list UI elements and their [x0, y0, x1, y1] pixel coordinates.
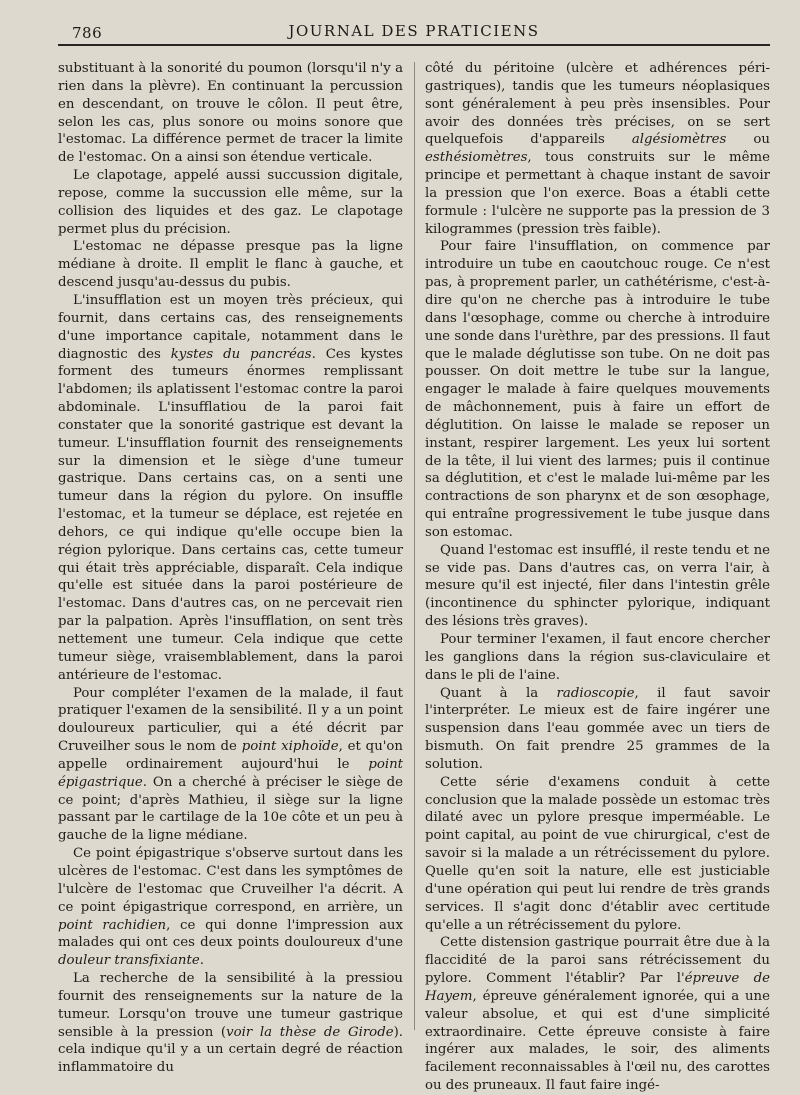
paragraph: Quant à la radioscopie, il faut savoir l'interpréter. Le mieux est de faire ingérer une suspension dans l'eau gommée avec un tiers de bismuth. On fait prendre 25 grammes de la solution.: [425, 685, 771, 772]
paragraph: Pour compléter l'examen de la malade, il faut pratiquer l'examen de la sensibilité. Il y a un point douloureux particulier, qui a été décrit par Cruveilher sous le nom de point xiphoïde, et qu'on appelle ordinairement aujourd'hui le point épigastrique. On a cherché à préciser le siège de ce point; d'après Mathieu, il siège sur la ligne passant par le cartilage de la 10e côte et un peu à gauche de la ligne médiane.: [58, 685, 403, 844]
running-title: JOURNAL DES PRATICIENS: [288, 22, 540, 40]
italic-term: algésiomètres: [631, 132, 727, 148]
left-column: [58, 60, 403, 1095]
italic-term: voir la thèse de Girode: [226, 1024, 394, 1040]
page-number: 786: [72, 24, 103, 42]
italic-term: point xiphoïde: [241, 739, 339, 755]
paragraph: L'insufflation est un moyen très précieux, qui fournit, dans certains cas, des renseignements d'une importance capitale, notamment dans le diagnostic des kystes du pancréas. Ces kystes forment des tumeurs énormes remplissant l'abdomen; ils aplatissent l'estomac contre la paroi abdominale. L'insufflatiou de la paroi fait constater que la sonorité gastrique est devant la tumeur. L'insufflation fournit des renseignements sur la dimension et le siège d'une tumeur gastrique. Dans certains cas, on a senti une tumeur dans la région du pylore. On insuffle l'estomac, et la tumeur se déplace, est rejetée en dehors, ce qui indique qu'elle occupe bien la région pylorique. Dans certains cas, cette tumeur qui était très appréciable, disparaît. Cela indique qu'elle est située dans la paroi postérieure de l'estomac. Dans d'autres cas, on ne percevait rien par la palpation. Après l'insufflation, on sent très nettement une tumeur. Cela indique que cette tumeur siège, vraisemblablement, dans la paroi antérieure de l'estomac.: [58, 292, 403, 683]
italic-term: douleur transfixiante: [58, 953, 200, 969]
paragraph: Quand l'estomac est insufflé, il reste tendu et ne se vide pas. Dans d'autres cas, on verra l'air, à mesure qu'il est injecté, filer dans l'intestin grêle (incontinence du sphincter pylorique, indiquant des lésions très graves).: [425, 542, 770, 630]
paragraph: Cette série d'examens conduit à cette conclusion que la malade possède un estomac très dilaté avec un pylore presque imperméable. Le point capital, au point de vue chirurgical, c'est de savoir si la malade a un rétrécissement du pylore. Quelle qu'en soit la nature, elle est justiciable d'une opération qui peut lui rendre de très grands services. Il s'agit donc d'établir avec certitude qu'elle a un rétrécissement du pylore.: [425, 774, 770, 933]
italic-term: point épigastrique: [58, 756, 403, 790]
right-column: [425, 60, 770, 1095]
paragraph: Le clapotage, appelé aussi succussion digitale, repose, comme la succussion elle même, sur la collision des liquides et des gaz. Le clapotage permet plus du précision.: [58, 168, 403, 237]
paragraph: Pour faire l'insufflation, on commence par introduire un tube en caoutchouc rouge. Ce n'est pas, à proprement parler, un cathétérisme, c'est-à-dire qu'on ne cherche pas à introduire le tube dans l'œsophage, comme ou cherche à introduire une sonde dans l'urèthre, par des pressions. Il faut que le malade déglutisse son tube. On ne doit pas pousser. On doit mettre le tube sur la langue, engager le malade à faire quelques mouvements de mâchonnement, puis à faire un effort de déglutition. On laisse le malade se reposer un instant, respirer largement. Les yeux lui sortent de la tête, il lui vient des larmes; puis il continue sa déglutition, et c'est le malade lui-même par les contractions de son pharynx et de son œsophage, qui entraîne progressivement le tube jusque dans son estomac.: [425, 239, 770, 540]
italic-term: radioscopie: [556, 685, 635, 701]
italic-term: esthésiomètres: [425, 150, 528, 166]
article-body: [58, 60, 770, 1095]
paragraph: La recherche de la sensibilité à la pressiou fournit des renseignements sur la nature de la tumeur. Lorsqu'on trouve une tumeur gastrique sensible à la pression (voir la thèse de Girode). cela indique qu'il y a un certain degré de réaction inflammatoire du: [58, 971, 403, 1076]
italic-term: kystes du pancréas: [170, 346, 312, 362]
page-header: [58, 18, 770, 46]
column-divider: [414, 62, 415, 1030]
paragraph: Cette distension gastrique pourrait être due à la flaccidité de la paroi sans rétrécissement du pylore. Comment l'établir? Par l'épreuve de Hayem, épreuve généralement ignorée, qui a une valeur absolue, et qui est d'une simplicité extraordinaire. Cette épreuve consiste à faire ingérer aux malades, le soir, des aliments facilement reconnaissables à l'œil nu, des carottes ou des pruneaux. Il faut faire ingé-: [425, 935, 770, 1094]
paragraph: L'estomac ne dépasse presque pas la ligne médiane à droite. Il emplit le flanc à gauche, et descend jusqu'au-dessus du pubis.: [58, 239, 403, 291]
paragraph: Ce point épigastrique s'observe surtout dans les ulcères de l'estomac. C'est dans les symptômes de l'ulcère de l'estomac que Cruveilher l'a décrit. A ce point épigastrique correspond, en arrière, un point rachidien, ce qui donne l'impression aux malades qui ont ces deux points douloureux d'une douleur transfixiante.: [58, 846, 403, 969]
italic-term: épreuve de Hayem: [425, 971, 770, 1004]
italic-term: point rachidien: [58, 917, 167, 933]
paragraph: côté du péritoine (ulcère et adhérences péri-gastriques), tandis que les tumeurs néoplasiques sont généralement à peu près insensibles. Pour avoir des données très précises, on se sert quelquefois d'appareils algésiomètres ou esthésiomètres, tous construits sur le même principe et permettant à chaque instant de savoir la pression que l'on exerce. Boas a établi cette formule : l'ulcère ne supporte pas la pression de 3 kilogrammes (pression très faible).: [425, 61, 770, 237]
paragraph: Pour terminer l'examen, il faut encore chercher les ganglions dans la région sus-claviculaire et dans le pli de l'aine.: [425, 632, 770, 683]
paragraph: substituant à la sonorité du poumon (lorsqu'il n'y a rien dans la plèvre). En continuant la percussion en descendant, on trouve le côlon. Il peut être, selon les cas, plus sonore ou moins sonore que l'estomac. La différence permet de tracer la limite de l'estomac. On a ainsi son étendue verticale.: [58, 61, 403, 166]
